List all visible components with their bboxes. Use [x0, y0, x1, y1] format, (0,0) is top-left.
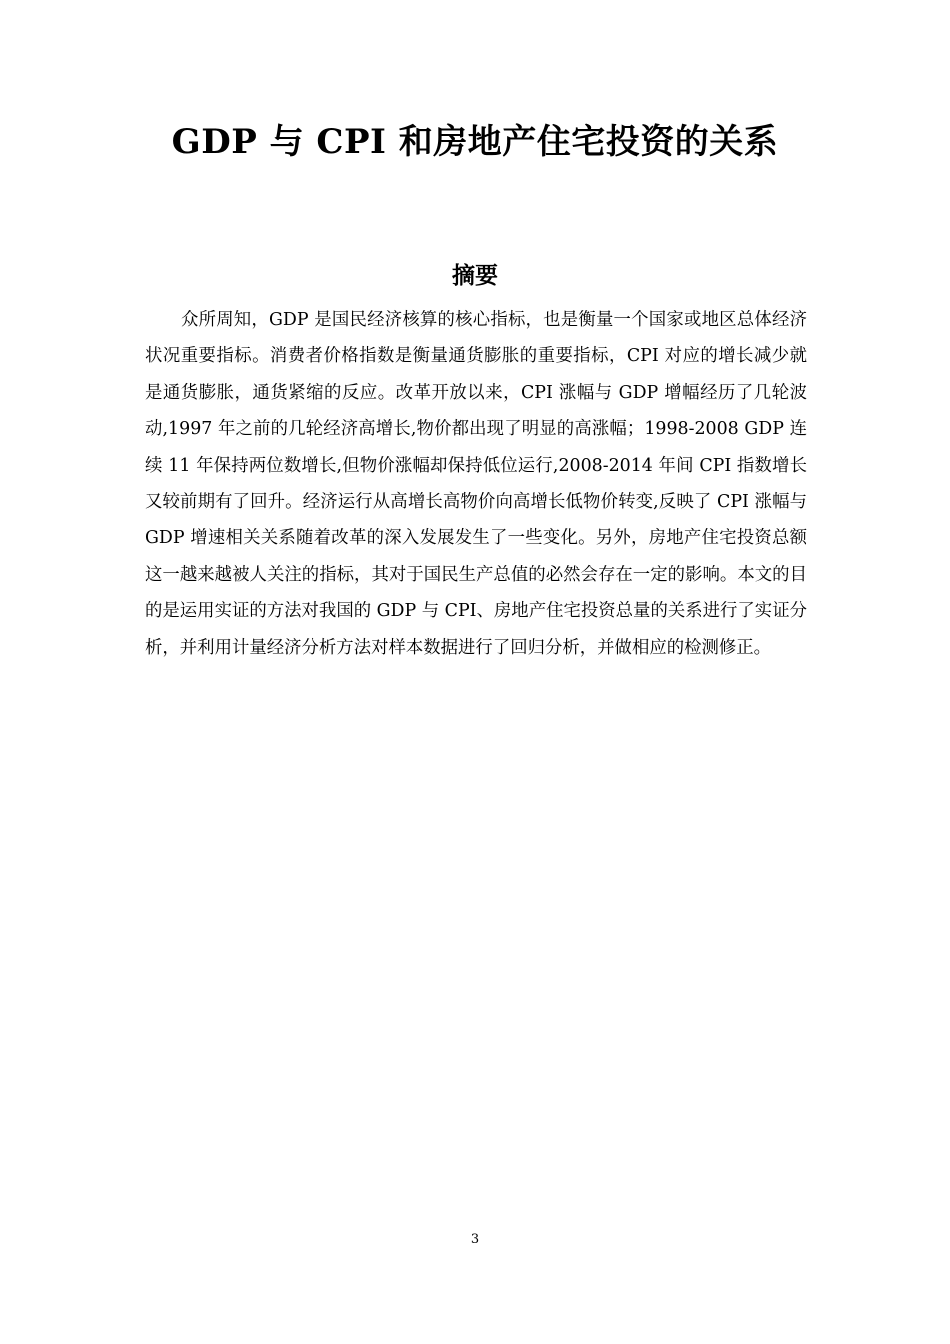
abstract-heading: 摘要 — [452, 262, 498, 289]
abstract-body: 众所周知，GDP 是国民经济核算的核心指标，也是衡量一个国家或地区总体经济状况重要指标。消费者价格指数是衡量通货膨胀的重要指标，CPI 对应的增长减少就是通货膨胀，通货紧缩的反应。改革开放以来，CPI 涨幅与 GDP 增幅经历了几轮波动,1997 年之前的几轮经济高增长,物价都出现了明显的高涨幅；1998-2008 GDP 连续 11 年保持两位数增长,但物价涨幅却保持低位运行,2008-2014 年间 CPI 指数增长又较前期有了回升。经济运行从高增长高物价向高增长低物价转变,反映了 CPI 涨幅与 GDP 增速相关关系随着改革的深入发展发生了一些变化。另外，房地产住宅投资总额这一越来越被人关注的指标，其对于国民生产总值的必然会存在一定的影响。本文的目的是运用实证的方法对我国的 GDP 与 CPI、房地产住宅投资总量的关系进行了实证分析，并利用计量经济分析方法对样本数据进行了回归分析，并做相应的检测修正。 — [145, 310, 807, 658]
document-title: GDP 与 CPI 和房地产住宅投资的关系 — [171, 122, 779, 162]
page-number: 3 — [470, 1232, 480, 1247]
